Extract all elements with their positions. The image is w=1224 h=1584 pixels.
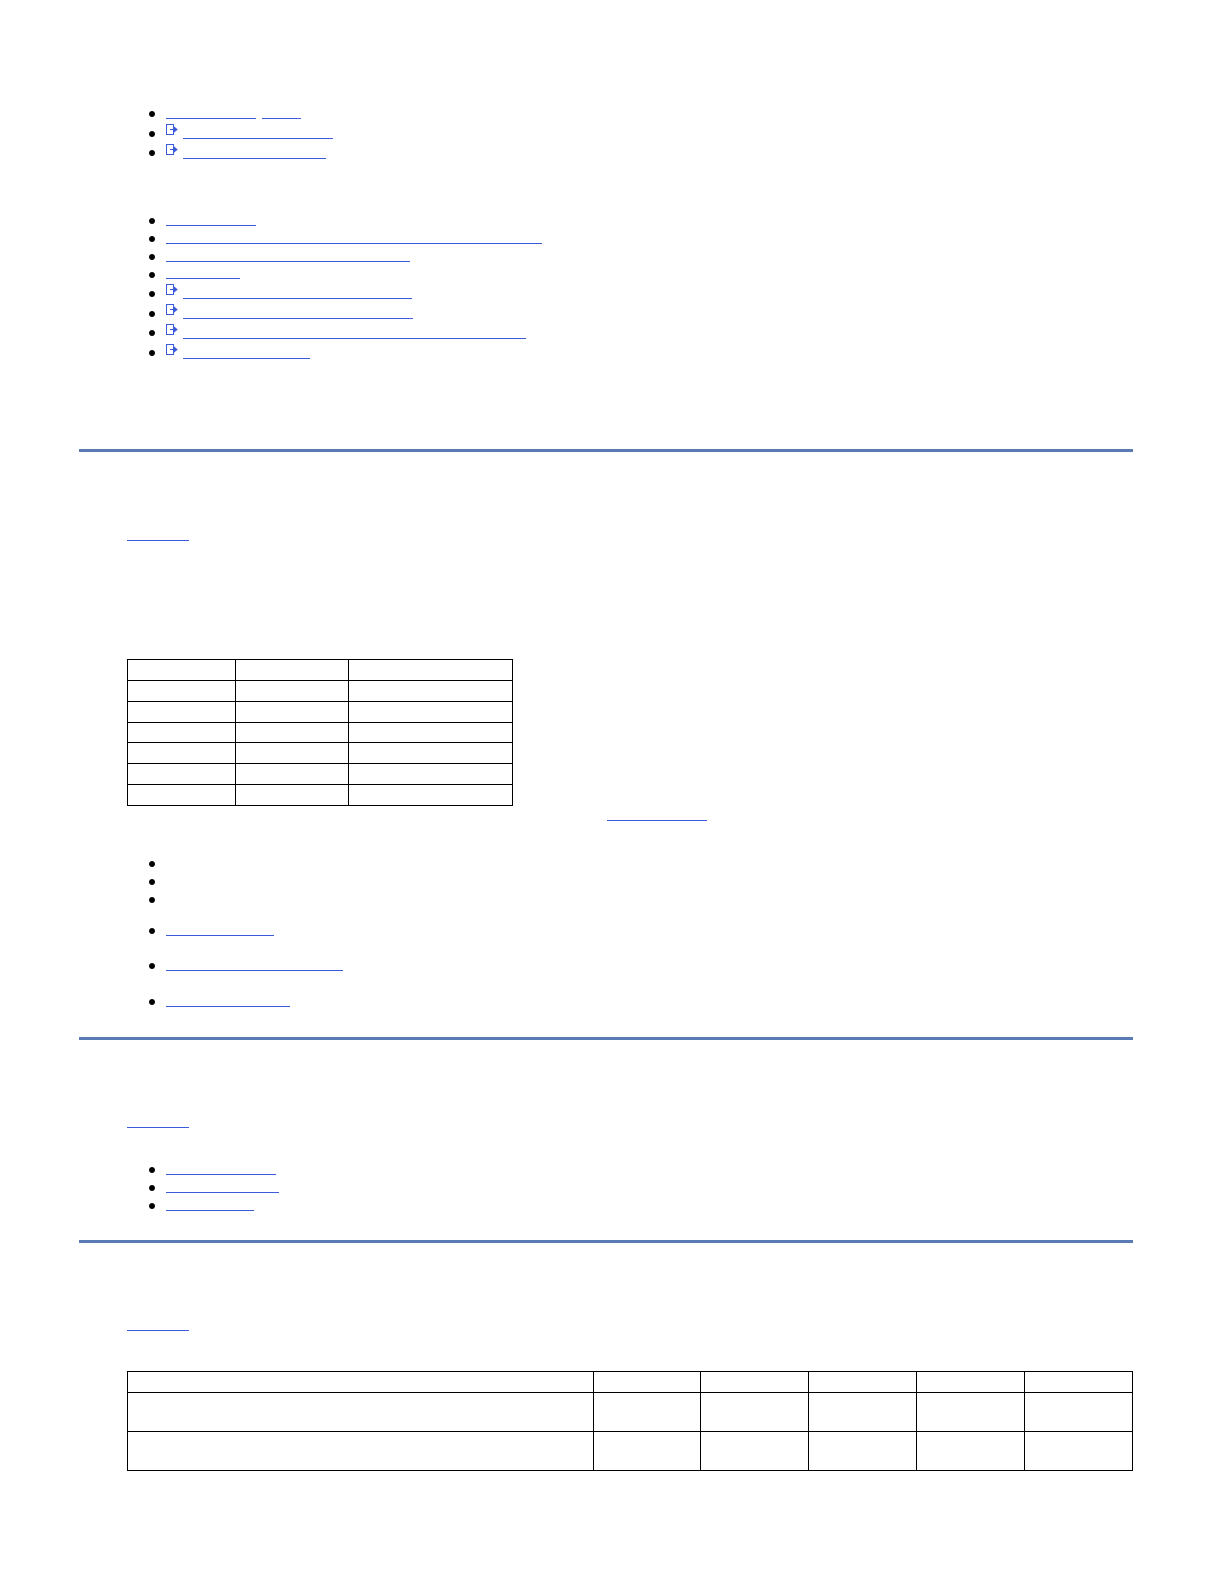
related-link[interactable]: [166, 1006, 290, 1007]
section-top-link[interactable]: [127, 1330, 189, 1331]
list-bullet: [149, 291, 155, 297]
nav-link[interactable]: [166, 261, 410, 262]
external-link[interactable]: [183, 138, 333, 139]
list-bullet: [149, 350, 155, 356]
section-top-link[interactable]: [127, 540, 189, 541]
table-row: [128, 785, 513, 806]
list-bullet: [149, 1185, 155, 1191]
inline-link[interactable]: [607, 820, 707, 821]
list-bullet: [149, 879, 155, 885]
table-row: [128, 701, 513, 722]
list-bullet: [149, 111, 155, 117]
nav-link[interactable]: [166, 1210, 254, 1211]
list-bullet: [149, 311, 155, 317]
nav-link[interactable]: [166, 1174, 276, 1175]
table-row: [128, 660, 513, 681]
list-bullet: [149, 928, 155, 934]
section-divider: [79, 1037, 1133, 1040]
table-row: [128, 680, 513, 701]
list-bullet: [149, 236, 155, 242]
list-bullet: [149, 330, 155, 336]
external-link-icon: [166, 144, 179, 155]
nav-link[interactable]: [166, 118, 256, 119]
external-link[interactable]: [183, 158, 326, 159]
table-row: [128, 722, 513, 743]
list-bullet: [149, 963, 155, 969]
list-bullet: [149, 1203, 155, 1209]
list-bullet: [149, 861, 155, 867]
external-link-icon: [166, 344, 179, 355]
external-link[interactable]: [183, 318, 413, 319]
data-table: [127, 659, 513, 806]
section-divider: [79, 1240, 1133, 1243]
list-bullet: [149, 272, 155, 278]
list-bullet: [149, 150, 155, 156]
table-row: [128, 764, 513, 785]
nav-link[interactable]: [166, 243, 542, 244]
external-link[interactable]: [183, 338, 526, 339]
list-bullet: [149, 254, 155, 260]
external-link-icon: [166, 304, 179, 315]
table-row: [128, 743, 513, 764]
nav-link[interactable]: [166, 278, 240, 279]
table-row: [128, 1393, 1133, 1432]
external-link[interactable]: [183, 298, 412, 299]
list-bullet: [149, 218, 155, 224]
related-link[interactable]: [166, 935, 274, 936]
external-link-icon: [166, 124, 179, 135]
table-header-row: [128, 1372, 1133, 1393]
section-divider: [79, 449, 1133, 452]
list-bullet: [149, 1167, 155, 1173]
table-row: [128, 1432, 1133, 1471]
external-link-icon: [166, 284, 179, 295]
nav-link[interactable]: [262, 118, 301, 119]
list-bullet: [149, 999, 155, 1005]
data-table-wide: [127, 1371, 1133, 1471]
nav-link[interactable]: [166, 1192, 279, 1193]
external-link[interactable]: [183, 358, 310, 359]
nav-link[interactable]: [166, 225, 256, 226]
related-link[interactable]: [166, 970, 343, 971]
section-top-link[interactable]: [127, 1127, 189, 1128]
list-bullet: [149, 131, 155, 137]
list-bullet: [149, 897, 155, 903]
external-link-icon: [166, 324, 179, 335]
